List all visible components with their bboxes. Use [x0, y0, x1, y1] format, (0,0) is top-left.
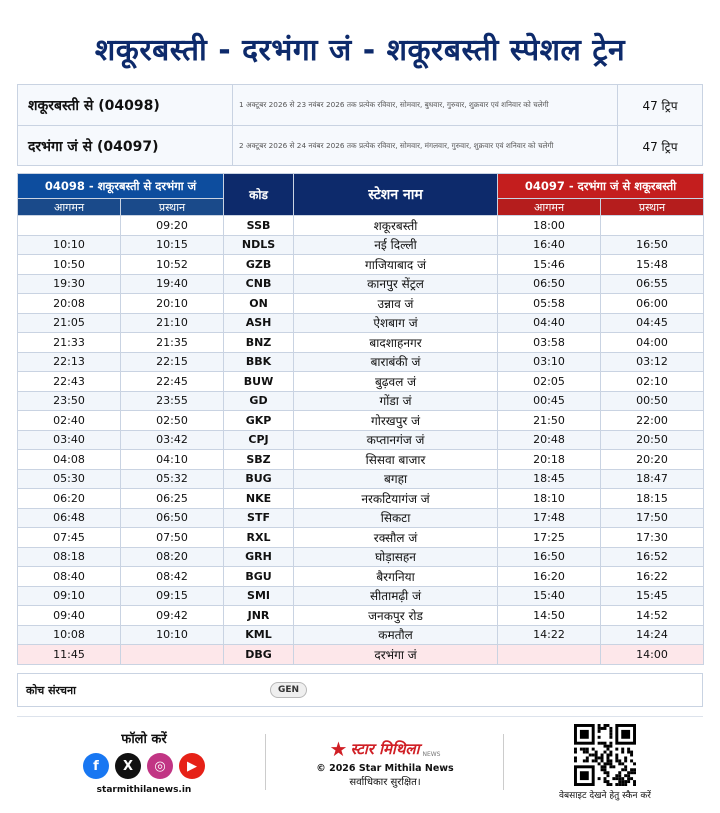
return-departure-cell: 14:52	[601, 606, 704, 626]
route-schedule: 1 अक्टूबर 2026 से 23 नवंबर 2026 तक प्रत्येक रविवार, सोमवार, बुधवार, गुरुवार, शुक्रवार एवं शनिवार को चलेगी	[232, 85, 618, 125]
station-code-cell: SSB	[224, 216, 294, 236]
return-departure-cell: 16:52	[601, 547, 704, 567]
outbound-arrival-cell: 20:08	[18, 294, 121, 314]
outbound-arrival-cell: 22:43	[18, 372, 121, 392]
table-row	[18, 372, 704, 392]
station-code-cell: ASH	[224, 313, 294, 333]
route-name: शकूरबस्ती से (04098)	[28, 97, 160, 114]
outbound-arrival-header: आगमन	[18, 199, 121, 216]
station-name-cell: गाजियाबाद जं	[294, 255, 498, 275]
route-trips: 47 ट्रिप	[642, 139, 678, 154]
table-row	[18, 450, 704, 470]
station-name-cell: बगहा	[294, 469, 498, 489]
return-departure-cell: 18:15	[601, 489, 704, 509]
return-arrival-cell: 18:00	[498, 216, 601, 236]
copyright: © 2026 Star Mithila News	[316, 763, 454, 774]
coach-label: कोच संरचना	[26, 683, 76, 697]
table-row	[18, 391, 704, 411]
table-row	[18, 274, 704, 294]
divider	[503, 734, 504, 790]
outbound-departure-header: प्रस्थान	[121, 199, 224, 216]
outbound-arrival-cell: 23:50	[18, 391, 121, 411]
outbound-arrival-cell: 21:05	[18, 313, 121, 333]
station-name-cell: बुढ़वल जं	[294, 372, 498, 392]
return-arrival-cell: 03:58	[498, 333, 601, 353]
station-code-cell: NDLS	[224, 235, 294, 255]
outbound-departure-cell: 20:10	[121, 294, 224, 314]
station-code-cell: GZB	[224, 255, 294, 275]
outbound-departure-cell: 02:50	[121, 411, 224, 431]
station-code-cell: BNZ	[224, 333, 294, 353]
outbound-departure-cell: 08:20	[121, 547, 224, 567]
page-title: शकूरबस्ती - दरभंगा जं - शकूरबस्ती स्पेशल ट्रेन	[94, 33, 626, 68]
outbound-arrival-cell: 11:45	[18, 645, 121, 665]
outbound-arrival-cell	[18, 216, 121, 236]
outbound-arrival-cell: 06:48	[18, 508, 121, 528]
route-trips: 47 ट्रिप	[642, 98, 678, 113]
table-row	[18, 216, 704, 236]
station-code-cell: SMI	[224, 586, 294, 606]
return-arrival-cell: 14:22	[498, 625, 601, 645]
table-row	[18, 255, 704, 275]
return-arrival-header: आगमन	[498, 199, 601, 216]
table-row	[18, 586, 704, 606]
table-row	[18, 625, 704, 645]
outbound-arrival-cell: 05:30	[18, 469, 121, 489]
outbound-arrival-cell: 10:50	[18, 255, 121, 275]
station-name-cell: कानपुर सेंट्रल	[294, 274, 498, 294]
table-row	[18, 411, 704, 431]
return-arrival-cell: 04:40	[498, 313, 601, 333]
table-row	[18, 606, 704, 626]
outbound-arrival-cell: 09:40	[18, 606, 121, 626]
facebook-icon[interactable]: f	[83, 753, 109, 779]
qr-section	[540, 724, 670, 801]
site-url-link[interactable]: starmithilanews.in	[96, 785, 192, 795]
return-departure-cell: 14:00	[601, 645, 704, 665]
coach-composition	[17, 673, 703, 707]
station-name-cell: गोरखपुर जं	[294, 411, 498, 431]
return-arrival-cell: 17:48	[498, 508, 601, 528]
return-departure-cell: 04:45	[601, 313, 704, 333]
return-arrival-cell: 17:25	[498, 528, 601, 548]
return-departure-cell: 22:00	[601, 411, 704, 431]
return-departure-cell: 20:20	[601, 450, 704, 470]
return-arrival-cell: 18:45	[498, 469, 601, 489]
station-code-cell: BBK	[224, 352, 294, 372]
outbound-departure-cell: 22:15	[121, 352, 224, 372]
outbound-arrival-cell: 02:40	[18, 411, 121, 431]
youtube-icon[interactable]: ▶	[179, 753, 205, 779]
station-name-cell: नरकटियागंज जं	[294, 489, 498, 509]
outbound-departure-cell: 21:10	[121, 313, 224, 333]
outbound-departure-cell: 08:42	[121, 567, 224, 587]
return-arrival-cell: 16:40	[498, 235, 601, 255]
route-row-04097	[18, 126, 702, 166]
outbound-departure-cell: 04:10	[121, 450, 224, 470]
outbound-arrival-cell: 07:45	[18, 528, 121, 548]
outbound-header: 04098 - शकूरबस्ती से दरभंगा जं	[18, 174, 224, 199]
route-row-04098	[18, 85, 702, 125]
station-code-cell: ON	[224, 294, 294, 314]
timetable	[17, 173, 704, 665]
outbound-arrival-cell: 10:10	[18, 235, 121, 255]
outbound-arrival-cell: 08:40	[18, 567, 121, 587]
outbound-departure-cell: 09:20	[121, 216, 224, 236]
station-code-cell: BUG	[224, 469, 294, 489]
return-departure-cell: 17:50	[601, 508, 704, 528]
outbound-departure-cell: 09:15	[121, 586, 224, 606]
station-code-cell: GRH	[224, 547, 294, 567]
return-arrival-cell: 21:50	[498, 411, 601, 431]
station-code-cell: JNR	[224, 606, 294, 626]
outbound-arrival-cell: 08:18	[18, 547, 121, 567]
return-header: 04097 - दरभंगा जं से शकूरबस्ती	[498, 174, 704, 199]
outbound-departure-cell: 07:50	[121, 528, 224, 548]
footer-divider	[17, 716, 703, 717]
station-name-cell: बाराबंकी जं	[294, 352, 498, 372]
return-departure-cell	[601, 216, 704, 236]
station-code-cell: RXL	[224, 528, 294, 548]
station-code-cell: BGU	[224, 567, 294, 587]
outbound-departure-cell: 03:42	[121, 430, 224, 450]
code-header: कोड	[224, 174, 294, 216]
station-code-cell: CNB	[224, 274, 294, 294]
return-departure-cell: 18:47	[601, 469, 704, 489]
return-departure-cell: 17:30	[601, 528, 704, 548]
station-name-cell: कप्तानगंज जं	[294, 430, 498, 450]
return-arrival-cell: 20:18	[498, 450, 601, 470]
logo-subtext: NEWS	[422, 751, 441, 758]
outbound-arrival-cell: 06:20	[18, 489, 121, 509]
station-code-cell: GKP	[224, 411, 294, 431]
table-row	[18, 547, 704, 567]
return-arrival-cell: 06:50	[498, 274, 601, 294]
return-departure-cell: 14:24	[601, 625, 704, 645]
outbound-arrival-cell: 10:08	[18, 625, 121, 645]
outbound-departure-cell: 19:40	[121, 274, 224, 294]
station-code-cell: GD	[224, 391, 294, 411]
return-departure-cell: 16:22	[601, 567, 704, 587]
return-departure-cell: 15:45	[601, 586, 704, 606]
table-row	[18, 333, 704, 353]
table-row	[18, 235, 704, 255]
follow-section	[78, 729, 210, 795]
outbound-departure-cell: 10:10	[121, 625, 224, 645]
station-name-cell: शकूरबस्ती	[294, 216, 498, 236]
outbound-departure-cell: 10:52	[121, 255, 224, 275]
coach-badge: GEN	[270, 682, 307, 698]
return-arrival-cell: 15:40	[498, 586, 601, 606]
station-name-cell: उन्नाव जं	[294, 294, 498, 314]
table-row	[18, 528, 704, 548]
outbound-arrival-cell: 22:13	[18, 352, 121, 372]
return-departure-cell: 20:50	[601, 430, 704, 450]
station-code-cell: DBG	[224, 645, 294, 665]
station-name-cell: घोड़ासहन	[294, 547, 498, 567]
brand-logo	[300, 738, 470, 760]
return-departure-cell: 04:00	[601, 333, 704, 353]
x-icon[interactable]: X	[115, 753, 141, 779]
return-departure-cell: 03:12	[601, 352, 704, 372]
return-arrival-cell: 02:05	[498, 372, 601, 392]
route-schedule: 2 अक्टूबर 2026 से 24 नवंबर 2026 तक प्रत्येक रविवार, सोमवार, मंगलवार, गुरुवार, शुक्रवार एवं शनिवार को चलेगी	[232, 126, 618, 166]
return-arrival-cell: 05:58	[498, 294, 601, 314]
table-row	[18, 469, 704, 489]
return-arrival-cell: 16:50	[498, 547, 601, 567]
rights-text: सर्वाधिकार सुरक्षित।	[349, 777, 421, 788]
station-code-cell: KML	[224, 625, 294, 645]
station-code-cell: BUW	[224, 372, 294, 392]
outbound-departure-cell: 06:25	[121, 489, 224, 509]
route-info-panel	[17, 84, 703, 166]
station-code-cell: SBZ	[224, 450, 294, 470]
outbound-departure-cell: 22:45	[121, 372, 224, 392]
station-name-cell: रक्सौल जं	[294, 528, 498, 548]
return-arrival-cell	[498, 645, 601, 665]
outbound-departure-cell: 05:32	[121, 469, 224, 489]
outbound-departure-cell: 21:35	[121, 333, 224, 353]
qr-label: वेबसाइट देखने हेतु स्कैन करें	[558, 791, 651, 801]
return-departure-header: प्रस्थान	[601, 199, 704, 216]
station-name-cell: जनकपुर रोड	[294, 606, 498, 626]
table-row	[18, 313, 704, 333]
station-name-cell: बैरगनिया	[294, 567, 498, 587]
station-name-cell: दरभंगा जं	[294, 645, 498, 665]
table-row	[18, 489, 704, 509]
outbound-departure-cell: 06:50	[121, 508, 224, 528]
outbound-departure-cell: 10:15	[121, 235, 224, 255]
instagram-icon[interactable]: ◎	[147, 753, 173, 779]
station-name-cell: सिकटा	[294, 508, 498, 528]
outbound-arrival-cell: 03:40	[18, 430, 121, 450]
return-arrival-cell: 20:48	[498, 430, 601, 450]
outbound-arrival-cell: 09:10	[18, 586, 121, 606]
return-arrival-cell: 00:45	[498, 391, 601, 411]
station-name-cell: ऐशबाग जं	[294, 313, 498, 333]
station-name-cell: सिसवा बाजार	[294, 450, 498, 470]
brand-section	[300, 738, 470, 788]
divider	[265, 734, 266, 790]
station-name-cell: गोंडा जं	[294, 391, 498, 411]
return-arrival-cell: 18:10	[498, 489, 601, 509]
station-name-cell: नई दिल्ली	[294, 235, 498, 255]
return-departure-cell: 16:50	[601, 235, 704, 255]
outbound-departure-cell	[121, 645, 224, 665]
table-row	[18, 645, 704, 665]
return-arrival-cell: 15:46	[498, 255, 601, 275]
station-header: स्टेशन नाम	[294, 174, 498, 216]
follow-title: फॉलो करें	[121, 732, 167, 747]
outbound-departure-cell: 09:42	[121, 606, 224, 626]
return-arrival-cell: 03:10	[498, 352, 601, 372]
outbound-arrival-cell: 04:08	[18, 450, 121, 470]
social-links	[78, 753, 210, 779]
table-row	[18, 352, 704, 372]
outbound-arrival-cell: 19:30	[18, 274, 121, 294]
outbound-arrival-cell: 21:33	[18, 333, 121, 353]
outbound-departure-cell: 23:55	[121, 391, 224, 411]
logo-text: स्टार मिथिला	[350, 740, 420, 758]
station-code-cell: CPJ	[224, 430, 294, 450]
station-code-cell: STF	[224, 508, 294, 528]
return-departure-cell: 06:00	[601, 294, 704, 314]
station-name-cell: बादशाहनगर	[294, 333, 498, 353]
station-name-cell: सीतामढ़ी जं	[294, 586, 498, 606]
table-row	[18, 508, 704, 528]
return-departure-cell: 00:50	[601, 391, 704, 411]
station-code-cell: NKE	[224, 489, 294, 509]
station-name-cell: कमतौल	[294, 625, 498, 645]
table-row	[18, 430, 704, 450]
return-arrival-cell: 14:50	[498, 606, 601, 626]
route-name: दरभंगा जं से (04097)	[28, 138, 159, 155]
table-row	[18, 294, 704, 314]
return-departure-cell: 15:48	[601, 255, 704, 275]
return-departure-cell: 02:10	[601, 372, 704, 392]
star-icon: ★	[329, 737, 348, 761]
qr-code-icon[interactable]	[574, 724, 636, 786]
table-row	[18, 567, 704, 587]
return-departure-cell: 06:55	[601, 274, 704, 294]
return-arrival-cell: 16:20	[498, 567, 601, 587]
